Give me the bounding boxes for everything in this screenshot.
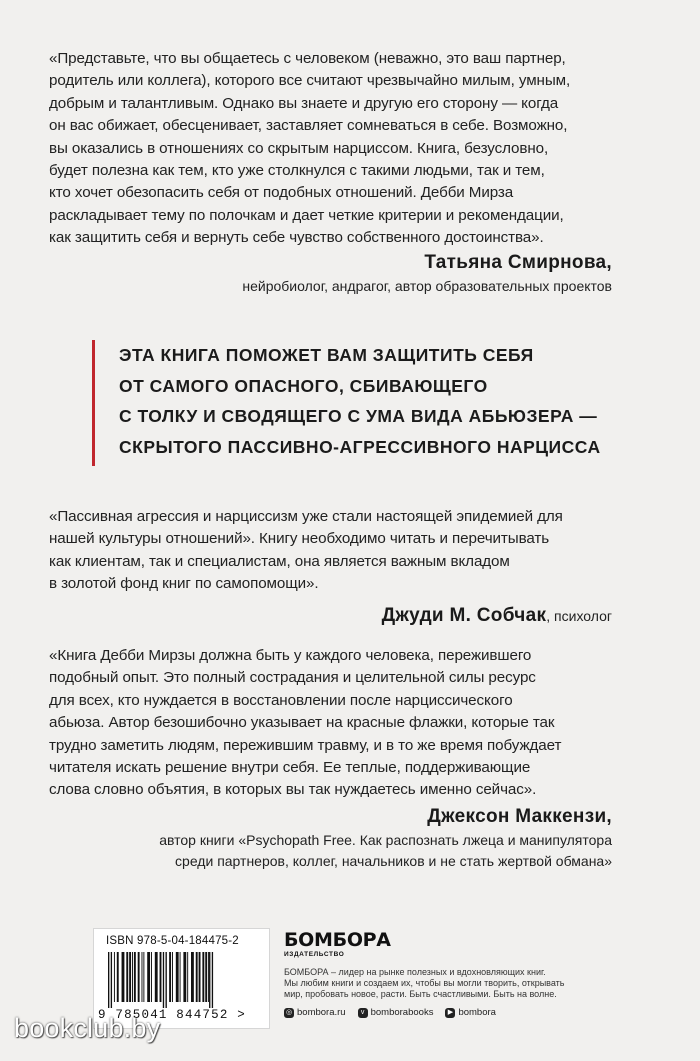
social-label: bombora	[458, 1007, 496, 1018]
author-smirnova	[424, 252, 612, 274]
barcode-bar	[143, 952, 144, 1002]
callout-block	[92, 340, 639, 466]
quote-line: подобный опыт. Это полный сострадания и целительной силы ресурс	[49, 669, 536, 687]
quote-line: родитель или коллега), которого все считают чрезвычайно милым, умным,	[49, 72, 571, 90]
social-label: bombora.ru	[297, 1007, 346, 1018]
barcode-bar	[208, 952, 209, 1002]
barcode-bar	[166, 952, 167, 1008]
quote-line: трудно заметить людям, пережившим травму, и в то же время побуждает	[49, 736, 562, 754]
publisher-desc-line: мир, пробовать новое, расти. Быть счастливыми. Быть на волне.	[284, 989, 557, 999]
quote-sobchak	[49, 506, 619, 596]
barcode-bar	[155, 952, 158, 1002]
publisher-socials	[284, 1007, 614, 1018]
barcode-bar	[183, 952, 186, 1002]
barcode-bar	[151, 952, 152, 1002]
quote-line: «Пассивная агрессия и нарциссизм уже стали настоящей эпидемией для	[49, 508, 563, 525]
barcode-bar	[176, 952, 179, 1002]
barcode-bar	[108, 952, 109, 1008]
quote-line: в золотой фонд книг по самопомощи».	[49, 575, 319, 593]
barcode-bar	[180, 952, 181, 1002]
quote-line: вы оказались в отношениях со скрытым нарциссом. Книга, безусловно,	[49, 139, 549, 157]
barcode-bar	[122, 952, 125, 1002]
barcode-image	[106, 952, 256, 1008]
quote-line: для всех, кто нуждается в восстановлении после нарциссического	[49, 691, 513, 709]
callout-line: С ТОЛКУ И СВОДЯЩЕГО С УМА ВИДА АБЬЮЗЕРА —	[119, 406, 598, 426]
barcode-bar	[129, 952, 131, 1002]
quote-line: слова словно объятия, в которых вы так нуждаетесь именно сейчас».	[49, 781, 537, 799]
quote-smirnova	[49, 48, 619, 250]
author-role: , психолог	[546, 608, 612, 624]
author-mackenzie-role	[159, 830, 612, 872]
barcode-bar	[199, 952, 201, 1002]
author-name: Татьяна Смирнова,	[424, 252, 612, 273]
barcode-bar	[169, 952, 171, 1002]
barcode-bar	[205, 952, 207, 1002]
barcode-bar	[132, 952, 133, 1002]
quote-line: как клиентам, так и специалистам, она является важным вкладом	[49, 552, 510, 570]
author-name: Джексон Маккензи,	[427, 806, 612, 827]
quote-line: будет полезна как тем, кто уже столкнулся с такими людьми, так и тем,	[49, 162, 545, 180]
barcode-bar	[196, 952, 198, 1002]
quote-line: нашей культуры отношений». Книгу необходимо читать и перечитывать	[49, 530, 550, 548]
author-mackenzie	[427, 806, 612, 828]
barcode-bar	[209, 952, 210, 1008]
social-label: bomborabooks	[370, 1007, 434, 1018]
quote-line: читателя искать решение внутри себя. Ее теплые, поддерживающие	[49, 759, 531, 777]
quote-line: «Книга Дебби Мирзы должна быть у каждого человека, пережившего	[49, 647, 532, 664]
publisher-logo-sub: ИЗДАТЕЛЬСТВО	[284, 951, 345, 958]
social-youtube[interactable]	[445, 1007, 496, 1018]
barcode-bar	[111, 952, 112, 1008]
barcode-bar	[191, 952, 194, 1002]
barcode-bar	[117, 952, 119, 1002]
publisher-block	[284, 930, 614, 1018]
barcode-bar	[142, 952, 143, 1002]
barcode-bar	[134, 952, 136, 1002]
site-watermark: bookclub.by	[14, 1013, 161, 1043]
barcode-bar	[163, 952, 164, 1008]
barcode-bar	[138, 952, 140, 1002]
social-vk[interactable]	[358, 1007, 434, 1018]
barcode-bar	[212, 952, 213, 1008]
author-role-line: автор книги «Psychopath Free. Как распознать лжеца и манипулятора	[159, 832, 612, 848]
isbn-label: ISBN 978-5-04-184475-2	[106, 935, 239, 947]
author-role-line: среди партнеров, коллег, начальников и не стать жертвой обмана»	[175, 853, 612, 869]
callout-line: ЭТА КНИГА ПОМОЖЕТ ВАМ ЗАЩИТИТЬ СЕБЯ	[119, 345, 534, 365]
author-smirnova-role: нейробиолог, андрагог, автор образовательных проектов	[242, 278, 612, 294]
barcode-digits: 9 785041 844752 >	[98, 1008, 246, 1022]
publisher-logo: БОМБОРА	[284, 929, 391, 951]
author-sobchak	[382, 605, 612, 627]
publisher-desc-line: БОМБОРА – лидер на рынке полезных и вдохновляющих книг.	[284, 967, 546, 977]
youtube-icon: ▶	[445, 1008, 455, 1018]
vk-icon: v	[358, 1008, 368, 1018]
barcode-bar	[114, 952, 115, 1002]
quote-line: абьюза. Автор безошибочно указывает на красные флажки, которые так	[49, 714, 555, 732]
publisher-desc-line: Мы любим книги и создаем их, чтобы вы могли творить, открывать	[284, 978, 565, 988]
quote-mackenzie	[49, 645, 619, 802]
barcode-bar	[187, 952, 188, 1002]
quote-line: «Представьте, что вы общаетесь с человеком (неважно, это ваш партнер,	[49, 50, 566, 67]
quote-line: как защитить себя и вернуть себе чувство собственного достоинства».	[49, 229, 544, 247]
barcode-bar	[126, 952, 128, 1002]
callout-line: ОТ САМОГО ОПАСНОГО, СБИВАЮЩЕГО	[119, 375, 488, 396]
barcode-bar	[202, 952, 204, 1002]
barcode-bar	[160, 952, 162, 1002]
instagram-icon: ◎	[285, 1008, 293, 1016]
callout-line: СКРЫТОГО ПАССИВНО-АГРЕССИВНОГО НАРЦИССА	[119, 436, 601, 457]
barcode-bar	[172, 952, 173, 1002]
quote-line: кто хочет обезопасить себя от подобных отношений. Дебби Мирза	[49, 184, 514, 202]
quote-line: добрым и талантливым. Однако вы знаете и другую его сторону — когда	[49, 94, 559, 112]
social-instagram[interactable]	[284, 1007, 346, 1018]
quote-line: раскладывает тему по полочкам и дает четкие критерии и рекомендации,	[49, 206, 564, 224]
publisher-description	[284, 967, 594, 1000]
author-name: Джуди М. Собчак	[381, 605, 547, 626]
quote-line: он вас обижает, обесценивает, заставляет сомневаться в себе. Возможно,	[49, 117, 568, 135]
barcode-bar	[147, 952, 150, 1002]
